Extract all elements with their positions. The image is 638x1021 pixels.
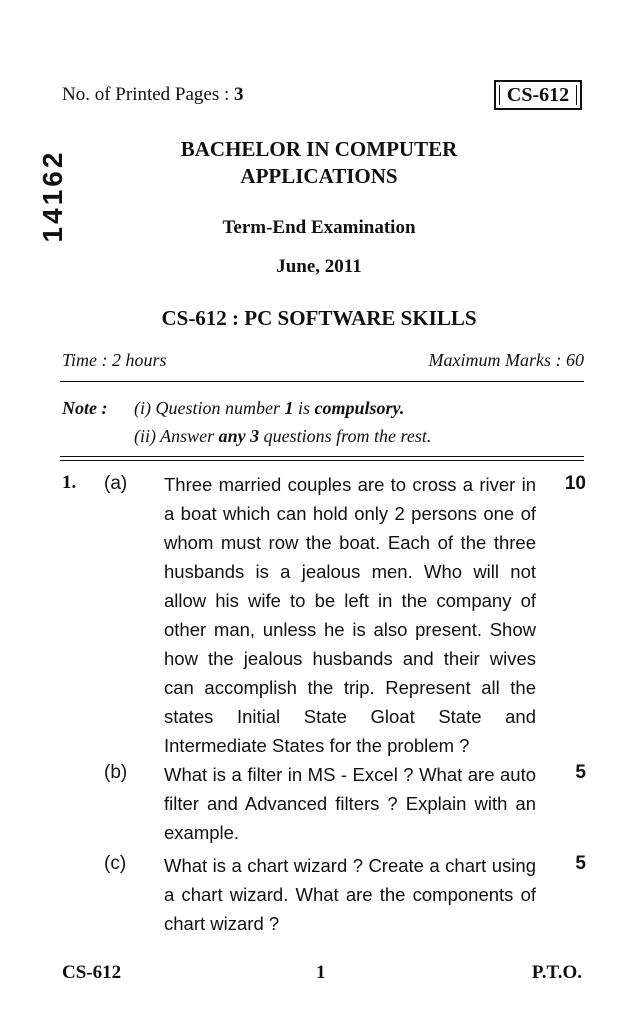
footer-pto: P.T.O. bbox=[531, 962, 582, 983]
footer-page-number: 1 bbox=[316, 962, 326, 983]
part-a-text: Three married couples are to cross a river in a boat which can hold only 2 persons one of whom must row the boat. Each of the three husbands is a jealous men. Who will not allow his wife to be left in the company of other man, unless he is also present. Show how the jealous husbands and their wives can accomplish the trip. Represent all the states Initial State Gloat State and Intermediate States for the problem ? bbox=[164, 474, 536, 756]
part-b-text: What is a filter in MS - Excel ? What are auto filter and Advanced filters ? Explain with an example. bbox=[164, 764, 536, 843]
question-number: 1. bbox=[62, 472, 77, 493]
part-b-marks: 5 bbox=[575, 762, 586, 783]
note-item-ii bbox=[134, 426, 431, 447]
note-i-num: 1 bbox=[284, 398, 294, 418]
time-allowed: Time : 2 hours bbox=[62, 350, 167, 370]
exam-title: Term-End Examination bbox=[222, 217, 416, 238]
divider-double-1 bbox=[60, 456, 584, 457]
part-c-text: What is a chart wizard ? Create a chart using a chart wizard. What are the components of chart wizard ? bbox=[164, 855, 536, 934]
divider-top bbox=[60, 381, 584, 382]
note-ii-suffix: questions from the rest. bbox=[259, 426, 432, 446]
part-b-label: (b) bbox=[104, 762, 128, 783]
part-a-marks: 10 bbox=[564, 473, 586, 494]
note-i-mid: is bbox=[293, 398, 315, 418]
note-label: Note : bbox=[62, 398, 108, 418]
maximum-marks: Maximum Marks : 60 bbox=[428, 350, 584, 370]
course-title: CS-612 : PC SOFTWARE SKILLS bbox=[161, 306, 477, 330]
serial-number-text: 14162 bbox=[37, 149, 68, 243]
note-ii-prefix: (ii) Answer bbox=[134, 426, 219, 446]
note-item-i bbox=[134, 398, 404, 419]
part-a-label: (a) bbox=[104, 473, 128, 494]
note-ii-bold: any 3 bbox=[218, 426, 260, 446]
programme-title-line2: APPLICATIONS bbox=[240, 164, 398, 188]
note-i-prefix: (i) Question number bbox=[134, 398, 285, 418]
divider-double-2 bbox=[60, 460, 584, 461]
part-c-label: (c) bbox=[104, 853, 127, 874]
programme-title-line1: BACHELOR IN COMPUTER bbox=[180, 137, 458, 161]
printed-pages-line bbox=[62, 84, 244, 106]
note-i-bold: compulsory. bbox=[314, 398, 405, 418]
printed-pages-value: 3 bbox=[234, 84, 244, 105]
exam-date: June, 2011 bbox=[276, 256, 362, 277]
course-code-box: CS-612 bbox=[494, 80, 582, 110]
part-c-marks: 5 bbox=[575, 853, 586, 874]
printed-pages-label: No. of Printed Pages : bbox=[62, 84, 235, 105]
footer-course-code: CS-612 bbox=[62, 962, 122, 983]
